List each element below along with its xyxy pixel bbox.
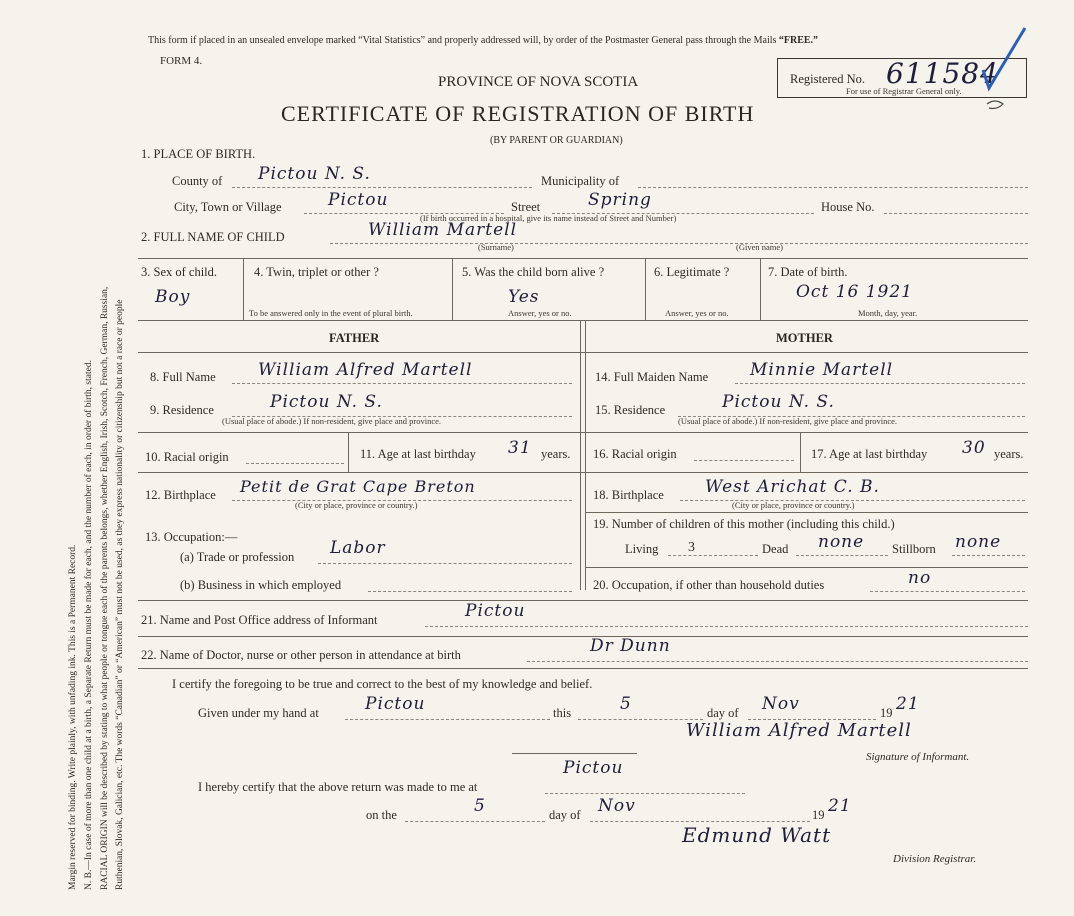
surname-note: (Surname): [478, 242, 514, 252]
mother-birthplace-value: West Arichat C. B.: [705, 477, 880, 497]
father-years-label: years.: [541, 447, 571, 461]
date-value: Oct 16 1921: [796, 282, 913, 302]
side-note-racial-origin: RACIAL ORIGIN will be described by stating to what people or tongue each of the parents belongs, whether English, Irish, Scotch, French, German, Russian,: [100, 286, 110, 890]
twin-note: To be answered only in the event of plural birth.: [249, 308, 413, 318]
children-count-label: 19. Number of children of this mother (including this child.): [593, 517, 895, 531]
given-year-value: 21: [896, 694, 920, 714]
father-racial-label: 10. Racial origin: [145, 450, 229, 464]
registrar-signature: Edmund Watt: [682, 823, 832, 847]
registrar-caption: Division Registrar.: [893, 853, 977, 865]
father-name-value: William Alfred Martell: [258, 360, 473, 380]
mother-header: MOTHER: [776, 331, 833, 345]
child-name-value: William Martell: [368, 220, 518, 240]
child-name-label: 2. FULL NAME OF CHILD: [141, 230, 285, 244]
street-value: Spring: [588, 190, 652, 210]
mother-years-label: years.: [994, 447, 1024, 461]
given-day-of-label: day of: [707, 706, 739, 720]
certify-text: I certify the foregoing to be true and correct to the best of my knowledge and belief.: [172, 677, 593, 691]
mother-occupation-label: 20. Occupation, if other than household duties: [593, 578, 825, 592]
informant-label: 21. Name and Post Office address of Informant: [141, 613, 378, 627]
father-residence-value: Pictou N. S.: [270, 392, 383, 412]
legitimate-label: 6. Legitimate ?: [654, 265, 730, 279]
mother-residence-label: 15. Residence: [595, 403, 666, 417]
form-number: FORM 4.: [160, 55, 203, 67]
registrar-year-prefix: 19: [812, 808, 825, 822]
place-of-birth-label: 1. PLACE OF BIRTH.: [141, 147, 256, 161]
given-day-value: 5: [620, 694, 632, 714]
stillborn-value: none: [955, 532, 1002, 552]
registrar-month-value: Nov: [598, 796, 636, 816]
municipality-label: Municipality of: [541, 174, 620, 188]
registrar-on-label: on the: [366, 808, 397, 822]
postal-note: This form if placed in an unsealed envelope marked “Vital Statistics” and properly addressed will, by order of the Postmaster General pass through the Mails “FREE.”: [148, 35, 819, 46]
living-label: Living: [625, 542, 659, 556]
mother-name-value: Minnie Martell: [750, 360, 894, 380]
registered-label: Registered No.: [790, 72, 865, 86]
registered-number: 611584: [886, 57, 999, 90]
alive-note: Answer, yes or no.: [508, 308, 572, 318]
province-heading: PROVINCE OF NOVA SCOTIA: [438, 74, 639, 90]
given-year-prefix: 19: [880, 706, 893, 720]
trade-label: (a) Trade or profession: [180, 550, 295, 564]
this-label: this: [553, 706, 572, 720]
date-note: Month, day, year.: [858, 308, 918, 318]
father-name-label: 8. Full Name: [150, 370, 216, 384]
mother-age-label: 17. Age at last birthday: [811, 447, 928, 461]
page-title: CERTIFICATE OF REGISTRATION OF BIRTH: [281, 101, 755, 126]
father-header: FATHER: [329, 331, 380, 345]
page-subtitle: (BY PARENT OR GUARDIAN): [490, 135, 623, 146]
check-mark-icon: [975, 22, 1035, 122]
county-label: County of: [172, 174, 223, 188]
mother-birthplace-note: (City or place, province or country.): [732, 500, 855, 510]
father-birthplace-value: Petit de Grat Cape Breton: [240, 477, 476, 496]
city-value: Pictou: [328, 190, 389, 210]
informant-signature-caption: Signature of Informant.: [866, 751, 970, 763]
mother-name-label: 14. Full Maiden Name: [595, 370, 709, 384]
father-age-label: 11. Age at last birthday: [360, 447, 476, 461]
mother-birthplace-label: 18. Birthplace: [593, 488, 664, 502]
hospital-note: (If birth occurred in a hospital, give its name instead of Street and Number): [420, 213, 677, 223]
registrar-day-of-label: day of: [549, 808, 581, 822]
doctor-label: 22. Name of Doctor, nurse or other person in attendance at birth: [141, 648, 461, 662]
registrar-text: I hereby certify that the above return was made to me at: [198, 780, 478, 794]
father-birthplace-label: 12. Birthplace: [145, 488, 216, 502]
given-place-value: Pictou: [365, 694, 426, 714]
mother-residence-note: (Usual place of abode.) If non-resident, give place and province.: [678, 416, 898, 426]
father-residence-note: (Usual place of abode.) If non-resident, give place and province.: [222, 416, 442, 426]
given-month-value: Nov: [762, 694, 800, 714]
informant-value: Pictou: [465, 601, 526, 621]
given-label: Given under my hand at: [198, 706, 319, 720]
stillborn-label: Stillborn: [892, 542, 936, 556]
father-age-value: 31: [508, 438, 532, 458]
living-value: 3: [688, 540, 695, 555]
alive-value: Yes: [508, 287, 540, 307]
mother-racial-label: 16. Racial origin: [593, 447, 677, 461]
doctor-value: Dr Dunn: [590, 636, 671, 656]
father-occupation-label: 13. Occupation:—: [145, 530, 238, 544]
house-label: House No.: [821, 200, 875, 214]
dead-label: Dead: [762, 542, 789, 556]
legitimate-note: Answer, yes or no.: [665, 308, 729, 318]
mother-age-value: 30: [962, 438, 986, 458]
mother-occupation-value: no: [908, 568, 932, 588]
mother-residence-value: Pictou N. S.: [722, 392, 835, 412]
twin-label: 4. Twin, triplet or other ?: [254, 265, 379, 279]
registrar-day-value: 5: [474, 796, 486, 816]
street-label: Street: [511, 200, 541, 214]
alive-label: 5. Was the child born alive ?: [462, 265, 605, 279]
registrar-use-note: For use of Registrar General only.: [846, 86, 962, 96]
date-label: 7. Date of birth.: [768, 265, 848, 279]
side-note-racial-origin-2: Ruthenian, Slovak, Galician, etc. The words “Canadian” or “American” must not be used, as they express nationality or citizenship but not a race or people: [115, 299, 125, 890]
side-note-binding: Margin reserved for binding. Write plainly, with unfading ink. This is a Permanent Record.: [68, 544, 78, 890]
registrar-place-value: Pictou: [563, 758, 624, 778]
business-label: (b) Business in which employed: [180, 578, 342, 592]
father-birthplace-note: (City or place, province or country.): [295, 500, 418, 510]
registrar-year-value: 21: [828, 796, 852, 816]
county-value: Pictou N. S.: [258, 164, 371, 184]
informant-signature: William Alfred Martell: [686, 720, 912, 741]
dead-value: none: [818, 532, 865, 552]
given-name-note: (Given name): [736, 242, 783, 252]
city-label: City, Town or Village: [174, 200, 282, 214]
side-note-multiple-birth: N. B.—In case of more than one child at a birth, a Separate Return must be made for each, and the number of each, in order of birth, stated.: [84, 360, 94, 890]
sex-label: 3. Sex of child.: [141, 265, 218, 279]
trade-value: Labor: [330, 538, 386, 558]
sex-value: Boy: [155, 287, 191, 307]
father-residence-label: 9. Residence: [150, 403, 214, 417]
